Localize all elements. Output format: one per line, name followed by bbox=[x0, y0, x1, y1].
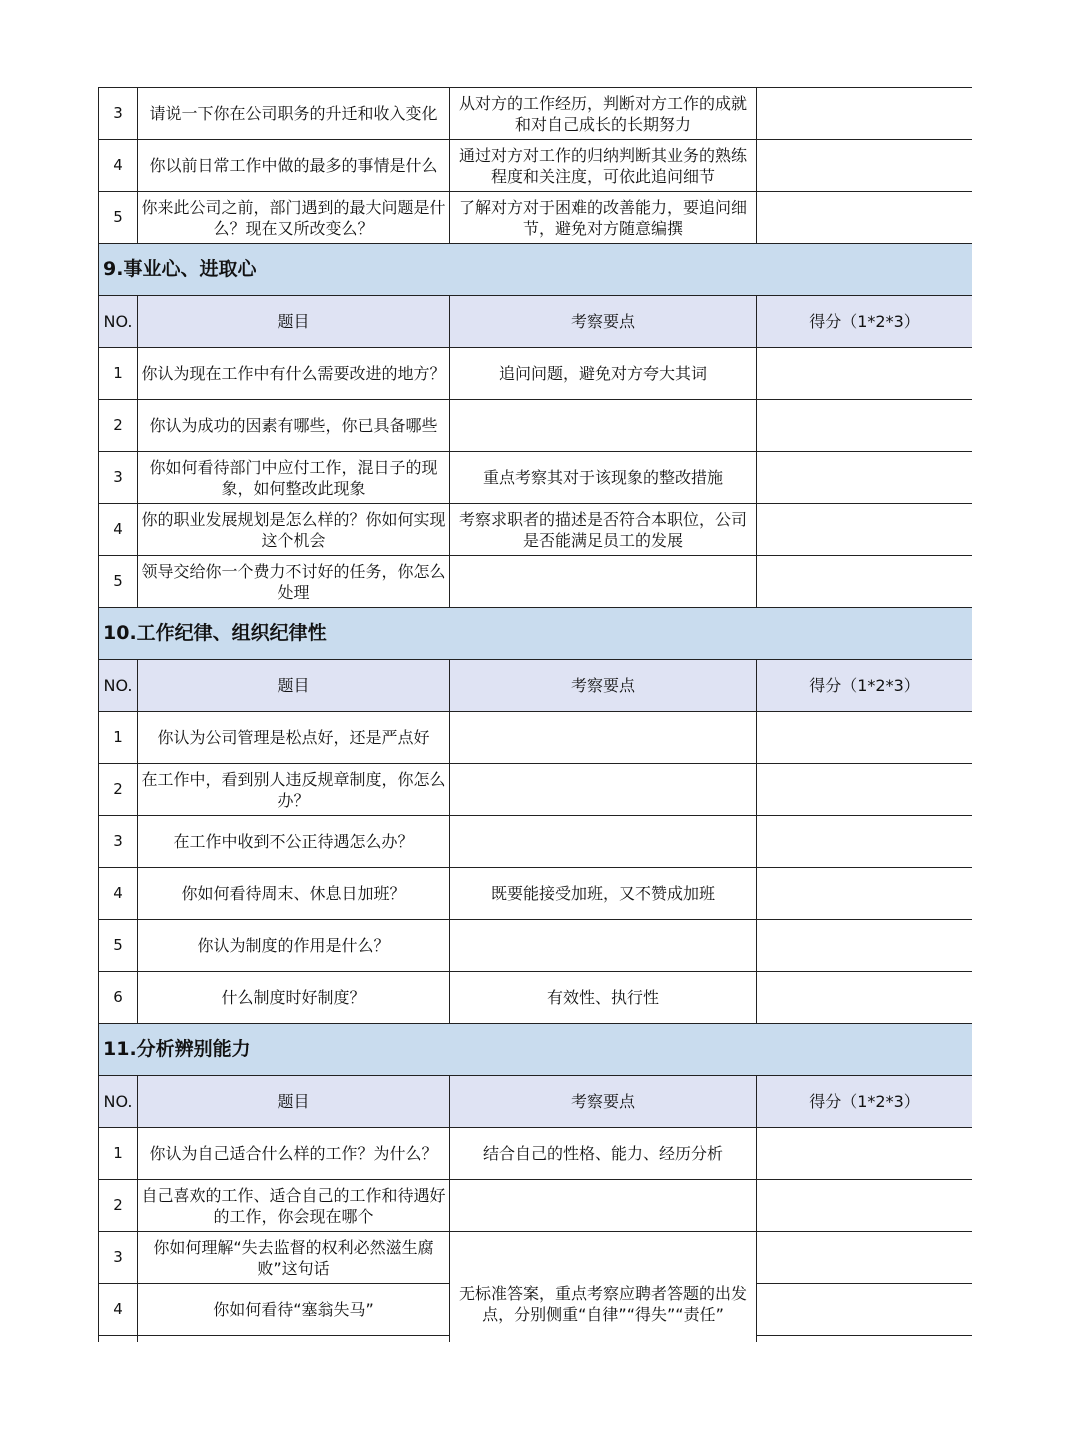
table-row bbox=[99, 348, 973, 400]
column-header-score: 得分（1*2*3） bbox=[757, 296, 973, 348]
column-header-score: 得分（1*2*3） bbox=[757, 660, 973, 712]
question-cell: 你认为成功的因素有哪些，你已具备哪些 bbox=[138, 400, 450, 452]
score-cell[interactable] bbox=[757, 1284, 973, 1336]
table-row bbox=[99, 556, 973, 608]
column-header-point: 考察要点 bbox=[450, 1076, 757, 1128]
score-cell[interactable] bbox=[757, 452, 973, 504]
score-cell[interactable] bbox=[757, 400, 973, 452]
section-title: 11.分析辨别能力 bbox=[99, 1024, 973, 1076]
table-row bbox=[99, 1180, 973, 1232]
question-cell: 请说一下你在公司职务的升迁和收入变化 bbox=[138, 88, 450, 140]
point-cell bbox=[450, 764, 757, 816]
row-number: 1 bbox=[99, 1128, 138, 1180]
question-cell: 你来此公司之前，部门遇到的最大问题是什么？现在又所改变么？ bbox=[138, 192, 450, 244]
score-cell[interactable] bbox=[757, 712, 973, 764]
row-number: 1 bbox=[99, 712, 138, 764]
section-title: 9.事业心、进取心 bbox=[99, 244, 973, 296]
row-number: 3 bbox=[99, 1232, 138, 1284]
point-cell bbox=[450, 920, 757, 972]
question-cell: 你如何看待部门中应付工作，混日子的现象，如何整改此现象 bbox=[138, 452, 450, 504]
row-number: 5 bbox=[99, 192, 138, 244]
interview-question-sheet bbox=[98, 87, 972, 1342]
point-cell: 既要能接受加班，又不赞成加班 bbox=[450, 868, 757, 920]
point-cell: 了解对方对于困难的改善能力，要追问细节，避免对方随意编撰 bbox=[450, 192, 757, 244]
question-cell: 你认为自己适合什么样的工作？为什么？ bbox=[138, 1128, 450, 1180]
column-header-point: 考察要点 bbox=[450, 660, 757, 712]
score-cell[interactable] bbox=[757, 88, 973, 140]
column-header-no: NO. bbox=[99, 1076, 138, 1128]
question-cell: 在工作中收到不公正待遇怎么办？ bbox=[138, 816, 450, 868]
row-number: 3 bbox=[99, 816, 138, 868]
table-row bbox=[99, 764, 973, 816]
point-cell bbox=[450, 556, 757, 608]
score-cell[interactable] bbox=[757, 1128, 973, 1180]
question-cell: 自己喜欢的工作、适合自己的工作和待遇好的工作，你会现在哪个 bbox=[138, 1180, 450, 1232]
point-cell bbox=[450, 712, 757, 764]
section-header-11 bbox=[99, 1024, 973, 1076]
column-header-no: NO. bbox=[99, 660, 138, 712]
question-cell: 在工作中，看到别人违反规章制度，你怎么办？ bbox=[138, 764, 450, 816]
score-cell[interactable] bbox=[757, 972, 973, 1024]
row-number: 2 bbox=[99, 400, 138, 452]
score-cell[interactable] bbox=[757, 1232, 973, 1284]
row-number: 1 bbox=[99, 348, 138, 400]
row-number: 2 bbox=[99, 764, 138, 816]
score-cell[interactable] bbox=[757, 348, 973, 400]
score-cell[interactable] bbox=[757, 1336, 973, 1343]
table-row bbox=[99, 972, 973, 1024]
score-cell[interactable] bbox=[757, 920, 973, 972]
column-header-row bbox=[99, 660, 973, 712]
column-header-no: NO. bbox=[99, 296, 138, 348]
score-cell[interactable] bbox=[757, 816, 973, 868]
merged-point-cell: 无标准答案，重点考察应聘者答题的出发点，分别侧重“自律”“得失”“责任” bbox=[450, 1232, 757, 1343]
question-cell: 你认为公司管理是松点好，还是严点好 bbox=[138, 712, 450, 764]
column-header-row bbox=[99, 296, 973, 348]
point-cell bbox=[450, 1180, 757, 1232]
table-row bbox=[99, 712, 973, 764]
question-cell: 你认为制度的作用是什么？ bbox=[138, 920, 450, 972]
point-cell bbox=[450, 400, 757, 452]
score-cell[interactable] bbox=[757, 868, 973, 920]
question-cell: 你如何看待周末、休息日加班？ bbox=[138, 868, 450, 920]
row-number: 4 bbox=[99, 504, 138, 556]
section-header-10 bbox=[99, 608, 973, 660]
question-cell: 你如何理解“失去监督的权利必然滋生腐败”这句话 bbox=[138, 1232, 450, 1284]
column-header-question: 题目 bbox=[138, 660, 450, 712]
point-cell: 从对方的工作经历，判断对方工作的成就和对自己成长的长期努力 bbox=[450, 88, 757, 140]
row-number: 4 bbox=[99, 868, 138, 920]
question-cell: 领导交给你一个费力不讨好的任务，你怎么处理 bbox=[138, 556, 450, 608]
point-cell: 追问问题，避免对方夸大其词 bbox=[450, 348, 757, 400]
table-row bbox=[99, 504, 973, 556]
section-title: 10.工作纪律、组织纪律性 bbox=[99, 608, 973, 660]
table-row bbox=[99, 1232, 973, 1284]
question-table bbox=[98, 87, 972, 1342]
column-header-row bbox=[99, 1076, 973, 1128]
score-cell[interactable] bbox=[757, 192, 973, 244]
question-cell: 你的职业发展规划是怎么样的？你如何实现这个机会 bbox=[138, 504, 450, 556]
row-number: 5 bbox=[99, 920, 138, 972]
score-cell[interactable] bbox=[757, 140, 973, 192]
point-cell: 通过对方对工作的归纳判断其业务的熟练程度和关注度，可依此追问细节 bbox=[450, 140, 757, 192]
table-row bbox=[99, 868, 973, 920]
row-number bbox=[99, 1336, 138, 1343]
question-cell: 你认为现在工作中有什么需要改进的地方？ bbox=[138, 348, 450, 400]
point-cell bbox=[450, 816, 757, 868]
table-row bbox=[99, 192, 973, 244]
column-header-score: 得分（1*2*3） bbox=[757, 1076, 973, 1128]
column-header-question: 题目 bbox=[138, 296, 450, 348]
row-number: 3 bbox=[99, 88, 138, 140]
table-row bbox=[99, 140, 973, 192]
row-number: 3 bbox=[99, 452, 138, 504]
column-header-point: 考察要点 bbox=[450, 296, 757, 348]
row-number: 4 bbox=[99, 1284, 138, 1336]
score-cell[interactable] bbox=[757, 764, 973, 816]
score-cell[interactable] bbox=[757, 1180, 973, 1232]
section-header-9 bbox=[99, 244, 973, 296]
score-cell[interactable] bbox=[757, 504, 973, 556]
point-cell: 重点考察其对于该现象的整改措施 bbox=[450, 452, 757, 504]
question-cell: 你如何看待“塞翁失马” bbox=[138, 1284, 450, 1336]
row-number: 6 bbox=[99, 972, 138, 1024]
point-cell: 结合自己的性格、能力、经历分析 bbox=[450, 1128, 757, 1180]
table-row bbox=[99, 400, 973, 452]
point-cell: 有效性、执行性 bbox=[450, 972, 757, 1024]
question-cell bbox=[138, 1336, 450, 1343]
table-row bbox=[99, 816, 973, 868]
table-row bbox=[99, 1128, 973, 1180]
question-cell: 你以前日常工作中做的最多的事情是什么 bbox=[138, 140, 450, 192]
question-cell: 什么制度时好制度？ bbox=[138, 972, 450, 1024]
point-cell: 考察求职者的描述是否符合本职位，公司是否能满足员工的发展 bbox=[450, 504, 757, 556]
table-row bbox=[99, 88, 973, 140]
row-number: 5 bbox=[99, 556, 138, 608]
column-header-question: 题目 bbox=[138, 1076, 450, 1128]
row-number: 4 bbox=[99, 140, 138, 192]
score-cell[interactable] bbox=[757, 556, 973, 608]
table-row bbox=[99, 920, 973, 972]
row-number: 2 bbox=[99, 1180, 138, 1232]
table-row bbox=[99, 452, 973, 504]
